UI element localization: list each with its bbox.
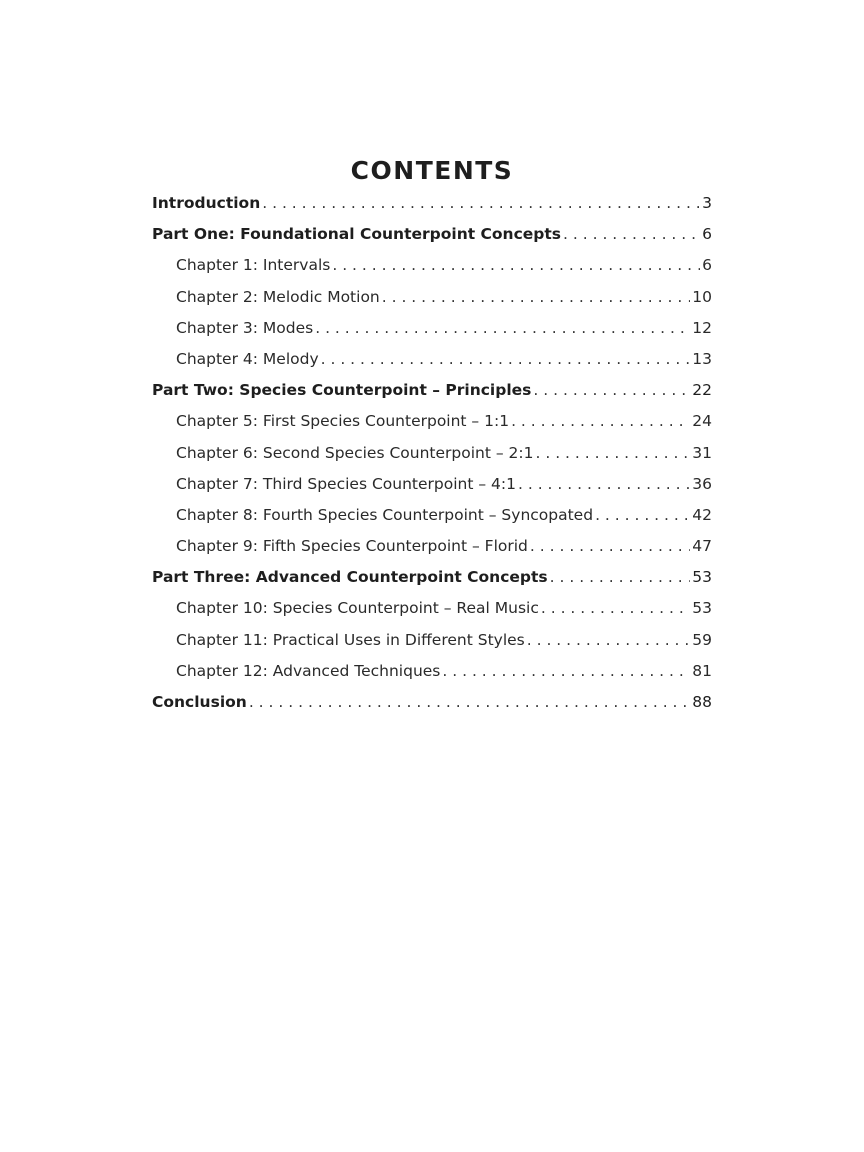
dot-leader <box>518 475 690 493</box>
toc-entry-page: 88 <box>692 693 712 711</box>
toc-entry-chapter-1[interactable] <box>152 256 712 287</box>
toc-entry-page: 53 <box>692 568 712 587</box>
toc-entry-chapter-7[interactable] <box>152 475 712 506</box>
toc-entry-label: Chapter 12: Advanced Techniques <box>176 661 441 680</box>
toc-list <box>152 194 712 724</box>
toc-entry-part-one[interactable] <box>152 225 712 256</box>
toc-entry-page: 22 <box>692 381 712 400</box>
dot-leader <box>595 506 690 524</box>
dot-leader <box>541 599 690 617</box>
toc-entry-label: Part Three: Advanced Counterpoint Concepts <box>152 568 548 587</box>
toc-entry-page: 24 <box>692 412 712 431</box>
toc-entry-label: Introduction <box>152 194 261 212</box>
toc-entry-page: 36 <box>692 474 712 493</box>
toc-entry-introduction[interactable] <box>152 194 712 225</box>
toc-entry-page: 12 <box>692 318 712 337</box>
toc-entry-page: 3 <box>702 194 712 212</box>
toc-entry-chapter-6[interactable] <box>152 444 712 475</box>
toc-entry-label: Part Two: Species Counterpoint – Principles <box>152 381 532 400</box>
toc-entry-page: 47 <box>692 537 712 556</box>
table-of-contents-page <box>152 154 712 724</box>
toc-entry-chapter-4[interactable] <box>152 350 712 381</box>
toc-entry-label: Chapter 8: Fourth Species Counterpoint – Syncopated <box>176 505 594 524</box>
toc-entry-label: Chapter 10: Species Counterpoint – Real Music <box>176 599 539 618</box>
toc-entry-part-three[interactable] <box>152 568 712 599</box>
toc-entry-chapter-2[interactable] <box>152 288 712 319</box>
toc-entry-chapter-8[interactable] <box>152 506 712 537</box>
toc-entry-page: 31 <box>692 443 712 462</box>
toc-entry-page: 42 <box>692 505 712 524</box>
toc-entry-page: 10 <box>692 287 712 306</box>
dot-leader <box>382 288 691 306</box>
toc-entry-part-two[interactable] <box>152 381 712 412</box>
toc-entry-chapter-3[interactable] <box>152 319 712 350</box>
toc-entry-label: Part One: Foundational Counterpoint Concepts <box>152 225 562 244</box>
dot-leader <box>332 256 700 274</box>
dot-leader <box>249 693 690 711</box>
dot-leader <box>442 662 690 680</box>
toc-entry-label: Chapter 7: Third Species Counterpoint – 4:1 <box>176 474 516 493</box>
toc-entry-chapter-12[interactable] <box>152 662 712 693</box>
dot-leader <box>527 631 691 649</box>
toc-entry-label: Chapter 2: Melodic Motion <box>176 287 380 306</box>
page-title: CONTENTS <box>350 156 514 185</box>
toc-entry-page: 81 <box>692 661 712 680</box>
dot-leader <box>530 537 690 555</box>
dot-leader <box>550 568 691 586</box>
toc-entry-chapter-11[interactable] <box>152 631 712 662</box>
toc-entry-label: Chapter 11: Practical Uses in Different Styles <box>176 630 525 649</box>
dot-leader <box>535 444 690 462</box>
toc-entry-label: Chapter 4: Melody <box>176 349 319 368</box>
toc-entry-page: 13 <box>692 349 712 368</box>
toc-entry-page: 53 <box>692 599 712 618</box>
toc-entry-label: Chapter 3: Modes <box>176 318 314 337</box>
toc-entry-label: Conclusion <box>152 693 247 711</box>
toc-entry-conclusion[interactable] <box>152 693 712 724</box>
dot-leader <box>315 319 690 337</box>
toc-entry-label: Chapter 9: Fifth Species Counterpoint – Florid <box>176 537 528 556</box>
dot-leader <box>262 194 700 212</box>
dot-leader <box>511 412 690 430</box>
toc-entry-label: Chapter 1: Intervals <box>176 256 331 275</box>
dot-leader <box>563 225 700 243</box>
toc-entry-chapter-5[interactable] <box>152 412 712 443</box>
dot-leader <box>321 350 691 368</box>
toc-entry-label: Chapter 6: Second Species Counterpoint – 2:1 <box>176 443 534 462</box>
toc-entry-page: 59 <box>692 630 712 649</box>
toc-entry-chapter-9[interactable] <box>152 537 712 568</box>
toc-entry-chapter-10[interactable] <box>152 599 712 630</box>
toc-entry-page: 6 <box>702 225 712 244</box>
toc-entry-label: Chapter 5: First Species Counterpoint – 1:1 <box>176 412 510 431</box>
dot-leader <box>533 381 690 399</box>
toc-entry-page: 6 <box>702 256 712 275</box>
